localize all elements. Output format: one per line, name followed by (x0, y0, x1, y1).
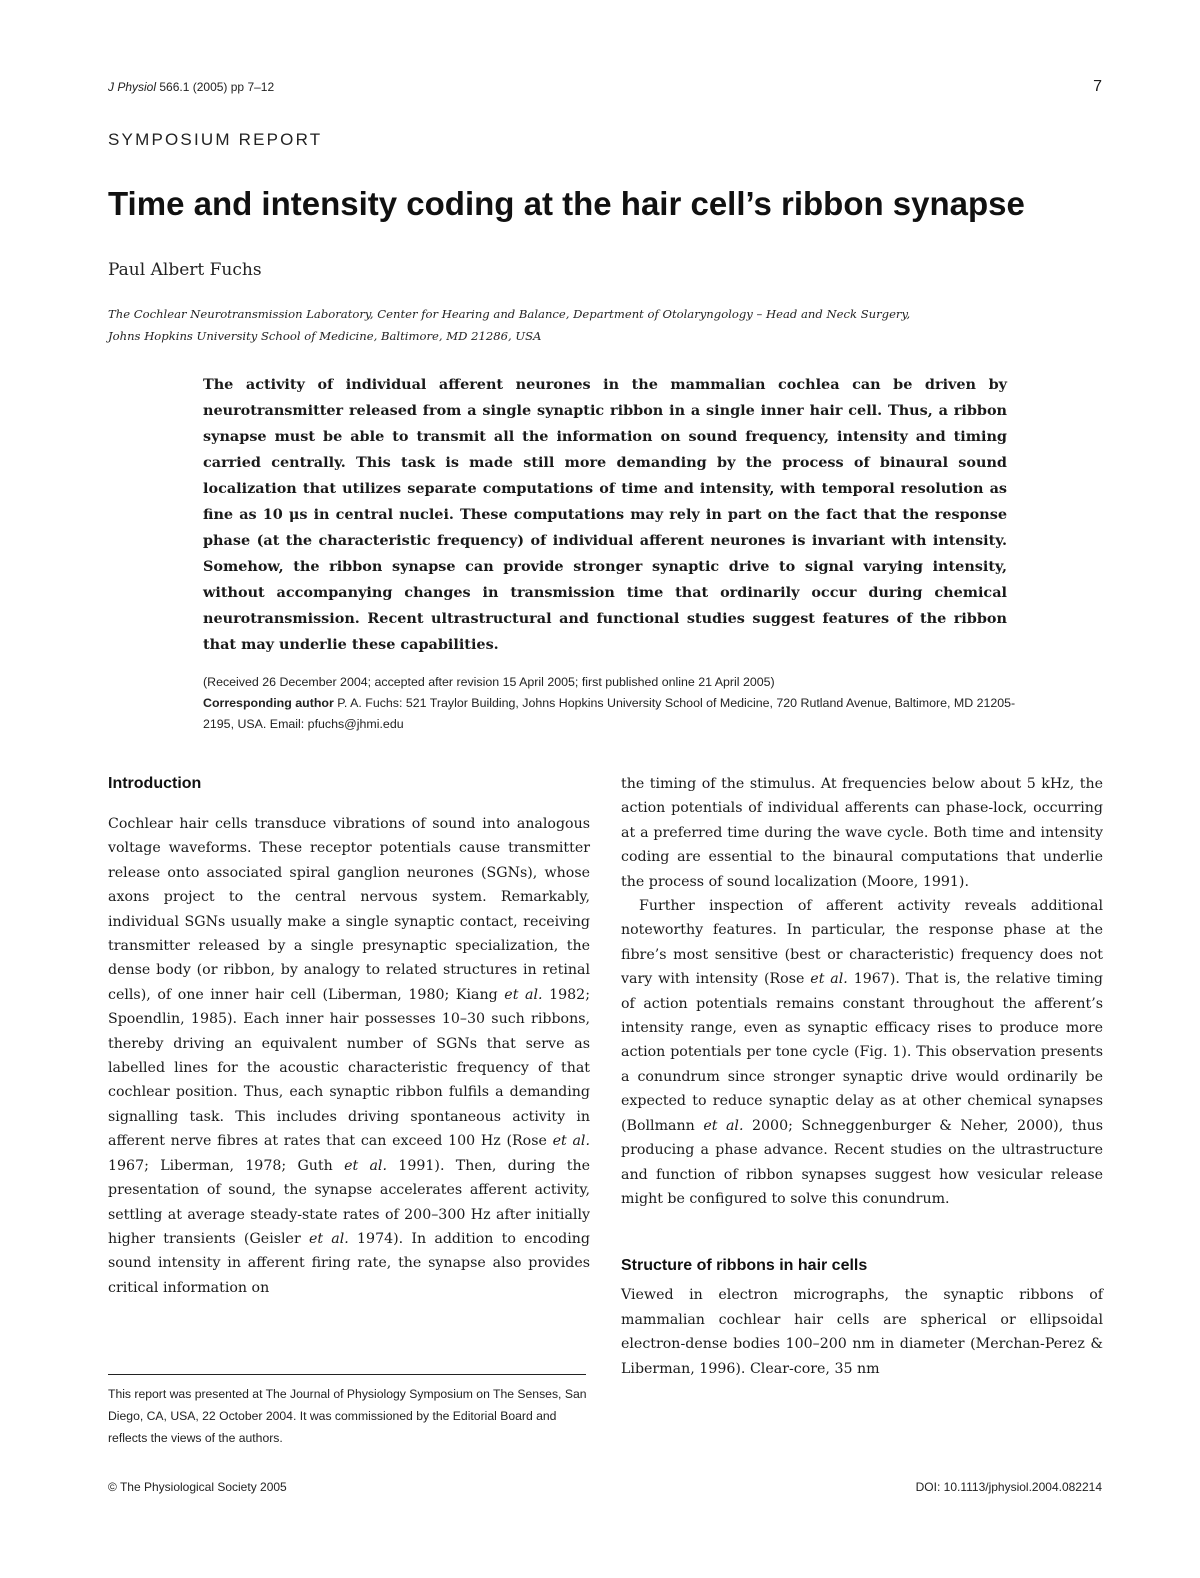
italic-run: et al. (504, 986, 543, 1003)
right-column (621, 772, 1103, 1381)
corresponding-author-details: P. A. Fuchs: 521 Traylor Building, Johns Hopkins University School of Medicine, 720 Rutland Avenue, Baltimore, MD 21205-2195, USA. Email: pfuchs@jhmi.edu (203, 696, 1016, 731)
footnote-divider (108, 1374, 586, 1375)
abstract: The activity of individual afferent neurones in the mammalian cochlea can be driven by neurotransmitter released from a single synaptic ribbon in a single inner hair cell. Thus, a ribbon synapse must be able to transmit all the information on sound frequency, intensity and timing carried centrally. This task is made still more demanding by the process of binaural sound localization that utilizes separate computations of time and intensity, with temporal resolution as fine as 10 μs in central nuclei. These computations may rely in part on the fact that the response phase (at the characteristic frequency) of individual afferent neurones is invariant with intensity. Somehow, the ribbon synapse can provide stronger synaptic drive to signal varying intensity, without accompanying changes in transmission time that ordinarily occur during chemical neurotransmission. Recent ultrastructural and functional studies suggest features of the ribbon that may underlie these capabilities. (203, 376, 1007, 653)
author-name: Paul Albert Fuchs (108, 260, 262, 280)
italic-run: et al. (703, 1117, 744, 1134)
italic-run: et al. (344, 1157, 387, 1174)
footnote: This report was presented at The Journal of Physiology Symposium on The Senses, San Diego, CA, USA, 22 October 2004. It was commissioned by the Editorial Board and reflects the views of the authors. (108, 1387, 587, 1445)
page-number: 7 (1093, 78, 1102, 95)
journal-name: J Physiol (108, 80, 157, 94)
text-run: Further inspection of afferent activity reveals additional noteworthy features. In particular, the response phase at the fibre’s most sensitive (best or characteristic) frequency does not vary with intensity (Rose (621, 898, 1103, 988)
article-metadata (203, 672, 1023, 735)
text-run: 1967). That is, the relative timing of action potentials remains constant throughout the afferent’s intensity range, even as synaptic efficacy rises to produce more action potentials per tone cycle (Fig. 1). This observation presents a conundrum since stronger synaptic drive would ordinarily be expected to reduce synaptic delay as at other chemical synapses (Bollmann (621, 971, 1103, 1134)
introduction-heading: Introduction (108, 775, 202, 792)
text-run: 1991). Then, during the presentation of sound, the synapse accelerates afferent activity, settling at average steady-state rates of 200–300 Hz after initially higher transients (Geisler (108, 1157, 591, 1247)
section-label: SYMPOSIUM REPORT (108, 130, 323, 149)
corresponding-author-label: Corresponding author (203, 696, 334, 710)
left-column (108, 770, 590, 1300)
text-run: 2000; Schneggenburger & Neher, 2000), thus producing a phase advance. Recent studies on the ultrastructure and function of ribbon synapses suggest how vesicular release might be configured to solve this conundrum. (621, 1117, 1103, 1207)
doi: DOI: 10.1113/jphysiol.2004.082214 (915, 1480, 1102, 1494)
paragraph-structure: Viewed in electron micrographs, the synaptic ribbons of mammalian cochlear hair cells are spherical or ellipsoidal electron-dense bodies 100–200 nm in diameter (Merchan-Perez & Liberman, 1996). Clear-core, 35 nm (621, 1287, 1103, 1377)
italic-run: et al. (552, 1133, 590, 1150)
introduction-paragraph (108, 812, 590, 1300)
affiliation-line-1: The Cochlear Neurotransmission Laboratory, Center for Hearing and Balance, Department of Otolaryngology – Head and Neck Surgery, (108, 307, 911, 321)
structure-heading: Structure of ribbons in hair cells (621, 1257, 868, 1275)
article-title: Time and intensity coding at the hair cell’s ribbon synapse (108, 185, 1025, 222)
paragraph-timing: the timing of the stimulus. At frequencies below about 5 kHz, the action potentials of individual afferents can phase-lock, occurring at a preferred time during the wave cycle. Both time and intensity coding are essential to the binaural computations that underlie the process of sound localization (Moore, 1991). (621, 776, 1103, 890)
journal-citation: 566.1 (2005) pp 7–12 (159, 80, 275, 94)
text-run: 1974). In addition to encoding sound intensity in afferent firing rate, the synapse also provides critical information on (108, 1230, 590, 1296)
text-run: 1982; Spoendlin, 1985). Each inner hair possesses 10–30 such ribbons, thereby driving an equivalent number of SGNs that serve as labelled lines for the acoustic characteristic frequency of that cochlear position. Thus, each synaptic ribbon fulfils a demanding signalling task. This includes driving spontaneous activity in afferent nerve fibres at rates that can exceed 100 Hz (Rose (108, 986, 590, 1150)
running-head (108, 80, 274, 94)
affiliation (108, 303, 1098, 347)
copyright-notice: © The Physiological Society 2005 (108, 1480, 287, 1494)
italic-run: et al. (810, 971, 848, 988)
italic-run: et al. (308, 1230, 349, 1247)
received-dates: (Received 26 December 2004; accepted after revision 15 April 2005; first published online 21 April 2005) (203, 675, 775, 689)
paragraph-inspection (621, 894, 1103, 1211)
corresponding-author (203, 693, 1023, 735)
text-run: 1967; Liberman, 1978; Guth (108, 1157, 345, 1174)
text-run: Cochlear hair cells transduce vibrations of sound into analogous voltage waveforms. These receptor potentials cause transmitter release onto associated spiral ganglion neurones (SGNs), whose axons project to the central nervous system. Remarkably, individual SGNs usually make a single synaptic contact, receiving transmitter released by a single presynaptic specialization, the dense body (or ribbon, by analogy to related structures in retinal cells), of one inner hair cell (Liberman, 1980; Kiang (108, 816, 590, 1003)
affiliation-line-2: Johns Hopkins University School of Medicine, Baltimore, MD 21286, USA (108, 329, 542, 343)
